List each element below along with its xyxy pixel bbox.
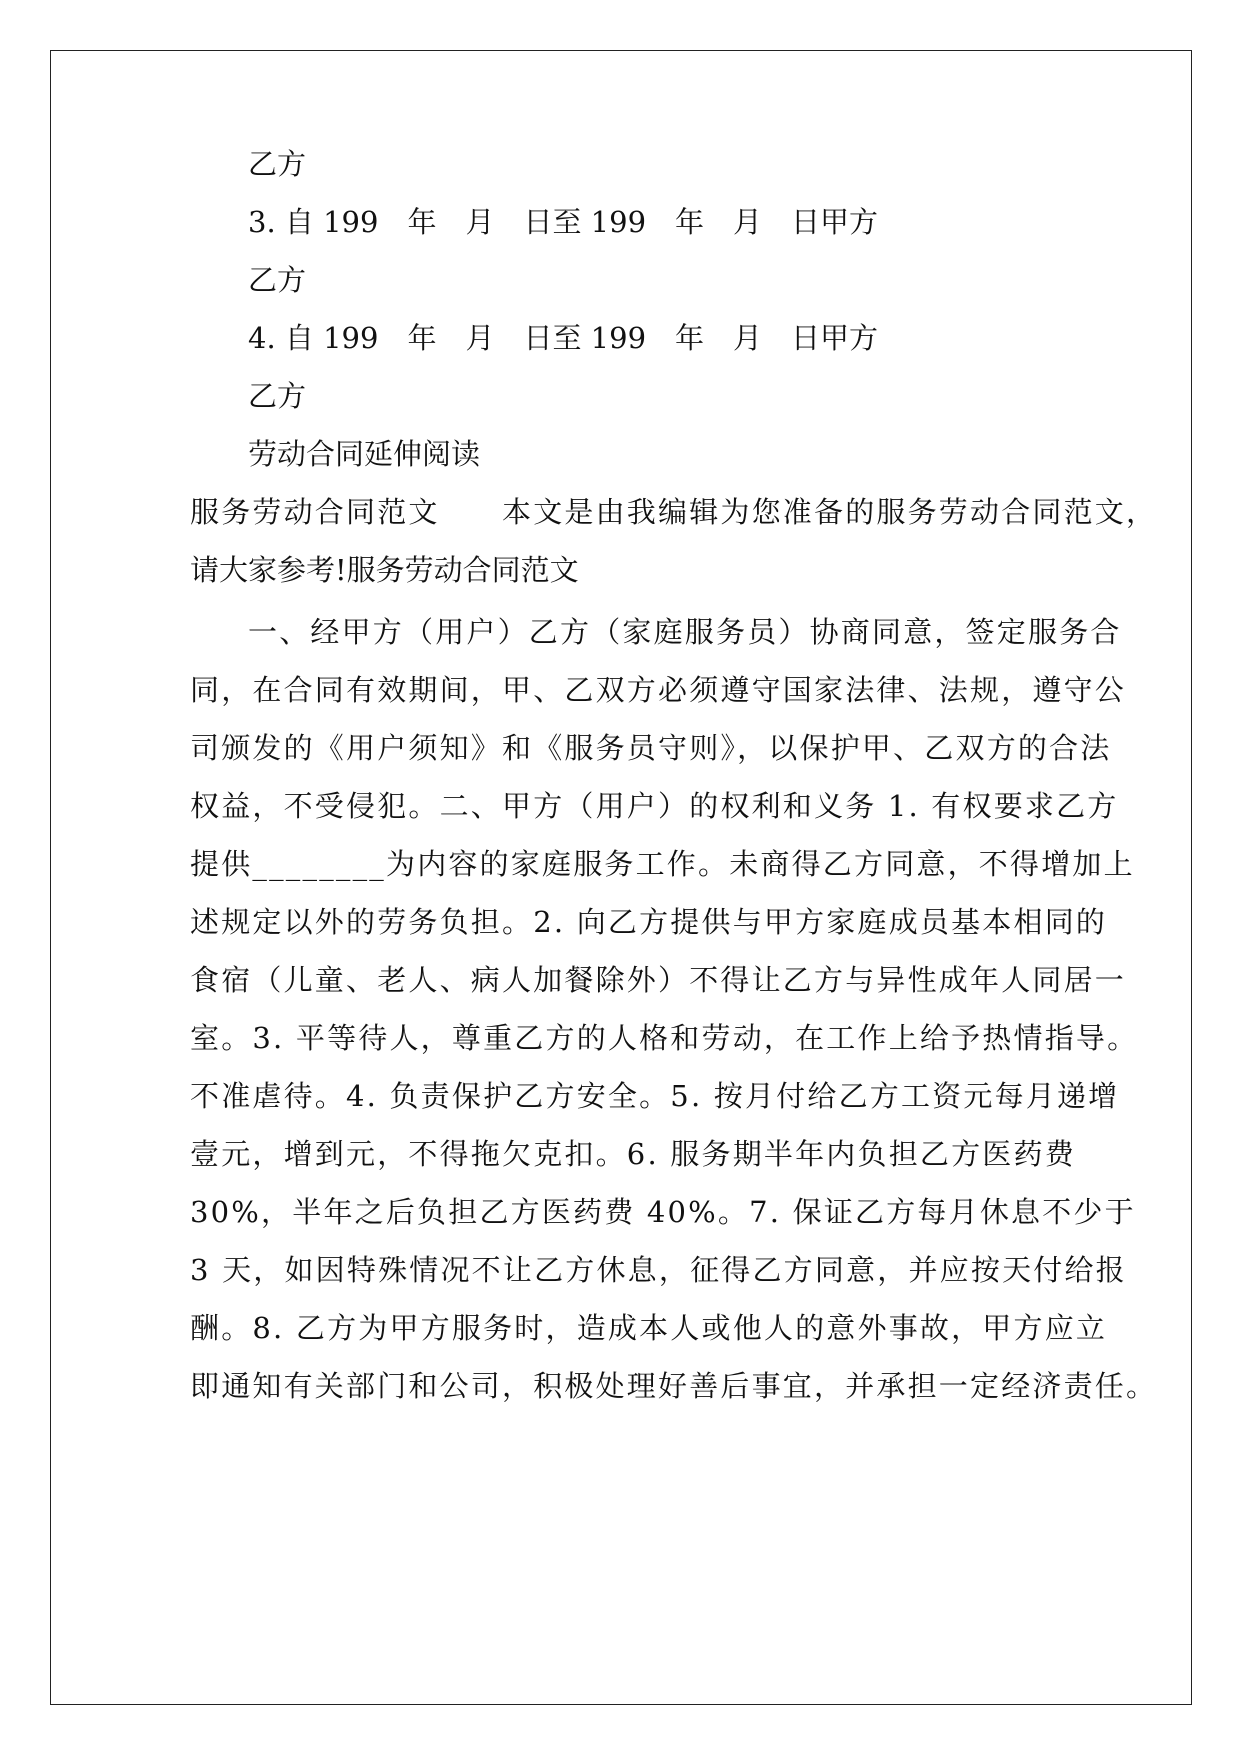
text-line: 3. 自 199 年 月 日至 199 年 月 日甲方 xyxy=(248,205,879,239)
paragraph-line: 壹元，增到元，不得拖欠克扣。6. 服务期半年内负担乙方医药费 xyxy=(190,1137,1076,1171)
paragraph-line: 提供________为内容的家庭服务工作。未商得乙方同意，不得增加上 xyxy=(190,847,1135,881)
text-line: 乙方 xyxy=(248,263,307,297)
paragraph-line: 司颁发的《用户须知》和《服务员守则》，以保护甲、乙双方的合法 xyxy=(190,731,1112,765)
paragraph-line: 同，在合同有效期间，甲、乙双方必须遵守国家法律、法规，遵守公 xyxy=(190,673,1127,707)
paragraph-line: 即通知有关部门和公司，积极处理好善后事宜，并承担一定经济责任。 xyxy=(190,1369,1158,1403)
text-line: 请大家参考!服务劳动合同范文 xyxy=(190,553,579,587)
paragraph-line: 3 天，如因特殊情况不让乙方休息，征得乙方同意，并应按天付给报 xyxy=(190,1253,1127,1287)
text-line: 4. 自 199 年 月 日至 199 年 月 日甲方 xyxy=(248,321,879,355)
text-line: 乙方 xyxy=(248,147,307,181)
paragraph-line: 食宿（儿童、老人、病人加餐除外）不得让乙方与异性成年人同居一 xyxy=(190,963,1127,997)
paragraph-line: 权益，不受侵犯。二、甲方（用户）的权利和义务 1. 有权要求乙方 xyxy=(190,789,1119,823)
paragraph-line: 酬。8. 乙方为甲方服务时，造成本人或他人的意外事故，甲方应立 xyxy=(190,1311,1108,1345)
paragraph-line: 不准虐待。4. 负责保护乙方安全。5. 按月付给乙方工资元每月递增 xyxy=(190,1079,1120,1113)
text-line: 服务劳动合同范文 本文是由我编辑为您准备的服务劳动合同范文， xyxy=(190,495,1158,529)
paragraph-line: 30%，半年之后负担乙方医药费 40%。7. 保证乙方每月休息不少于 xyxy=(190,1195,1136,1229)
text-line: 乙方 xyxy=(248,379,307,413)
section-heading: 劳动合同延伸阅读 xyxy=(248,437,481,471)
paragraph-line: 室。3. 平等待人，尊重乙方的人格和劳动，在工作上给予热情指导。 xyxy=(190,1021,1139,1055)
paragraph-line: 一、经甲方（用户）乙方（家庭服务员）协商同意，签定服务合 xyxy=(248,615,1122,649)
paragraph-line: 述规定以外的劳务负担。2. 向乙方提供与甲方家庭成员基本相同的 xyxy=(190,905,1108,939)
